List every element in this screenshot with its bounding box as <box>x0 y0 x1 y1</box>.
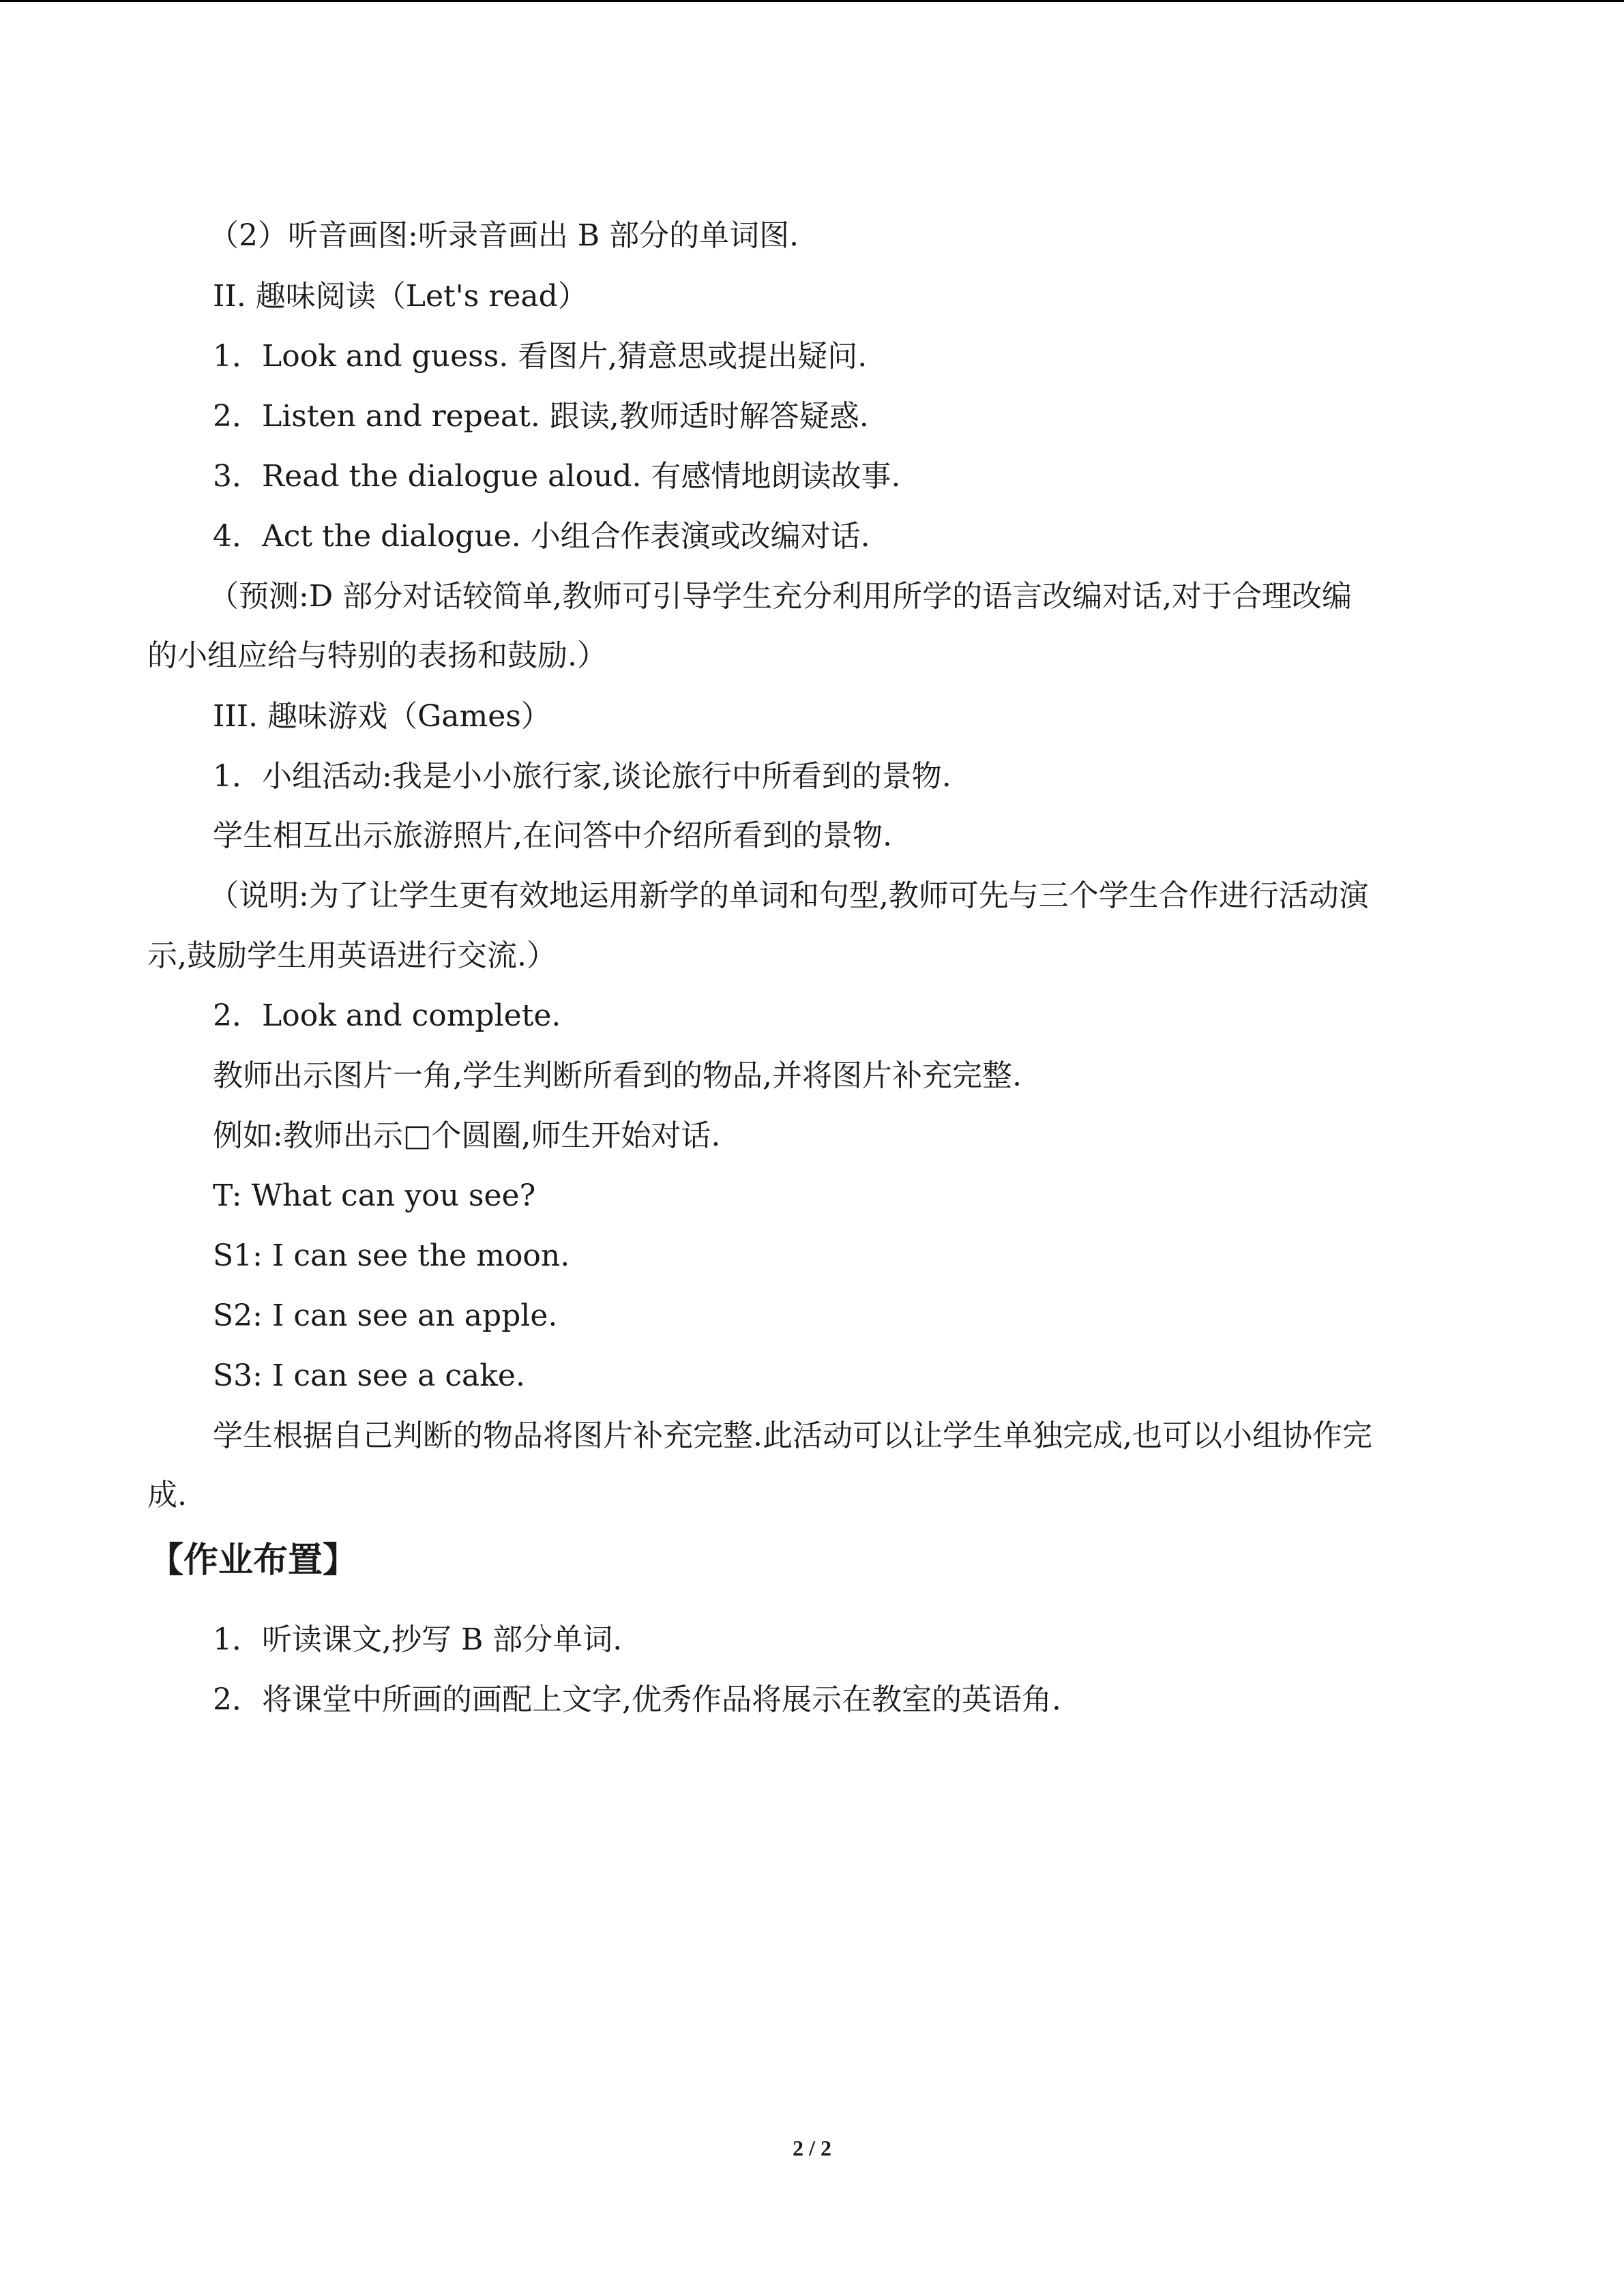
list-item <box>213 1680 1061 1720</box>
text-line <box>209 876 1369 916</box>
list-number: 3． <box>213 459 262 494</box>
text-content: II. 趣味阅读（Let's read） <box>213 279 588 314</box>
text-content: 小组活动:我是小小旅行家,谈论旅行中所看到的景物. <box>262 759 951 794</box>
homework-heading: 【作业布置】 <box>149 1540 358 1581</box>
list-item <box>213 396 869 437</box>
text-content: S3: I can see a cake. <box>213 1358 525 1393</box>
text-content: （预测:D 部分对话较简单,教师可引导学生充分利用所学的语言改编对话,对于合理改编 <box>209 579 1353 614</box>
text-content: （说明:为了让学生更有效地运用新学的单词和句型,教师可先与三个学生合作进行活动演 <box>209 878 1369 913</box>
text-content: III. 趣味游戏（Games） <box>213 699 551 734</box>
text-content: Act the dialogue. 小组合作表演或改编对话. <box>262 519 870 554</box>
list-number: 2． <box>213 998 262 1033</box>
text-line <box>209 576 1352 617</box>
text-content: 教师出示图片一角,学生判断所看到的物品,并将图片补充完整. <box>213 1058 1022 1093</box>
text-line <box>213 816 892 856</box>
dialogue-line <box>213 1296 557 1337</box>
text-content: Look and complete. <box>262 998 561 1033</box>
list-item <box>213 336 867 377</box>
text-line <box>213 1416 1372 1457</box>
text-content: S1: I can see the moon. <box>213 1238 570 1273</box>
list-number: 4． <box>213 519 262 554</box>
text-content: 听读课文,抄写 B 部分单词. <box>262 1622 623 1657</box>
text-line <box>209 215 799 256</box>
text-content: S2: I can see an apple. <box>213 1298 558 1333</box>
text-line <box>147 1475 187 1516</box>
text-line <box>213 1056 1022 1097</box>
list-number: 1． <box>213 1622 262 1657</box>
text-content: Look and guess. 看图片,猜意思或提出疑问. <box>262 339 868 374</box>
text-content: 例如:教师出示□个圆圈,师生开始对话. <box>213 1118 721 1153</box>
text-content: （2）听音画图:听录音画出 B 部分的单词图. <box>209 218 799 253</box>
text-content: T: What can you see? <box>213 1178 536 1213</box>
text-line <box>147 936 557 976</box>
list-item <box>213 756 951 797</box>
text-content: 示,鼓励学生用英语进行交流.） <box>147 938 557 973</box>
list-item <box>213 516 870 557</box>
dialogue-line <box>213 1176 535 1217</box>
list-number: 2． <box>213 1682 262 1717</box>
text-content: 将课堂中所画的画配上文字,优秀作品将展示在教室的英语角. <box>262 1682 1061 1717</box>
section-heading-reading <box>213 276 588 317</box>
text-line <box>147 636 607 676</box>
list-item <box>213 456 900 497</box>
page-number: 2 / 2 <box>793 2136 831 2160</box>
text-content: 学生根据自己判断的物品将图片补充完整.此活动可以让学生单独完成,也可以小组协作完 <box>213 1418 1372 1453</box>
list-item <box>213 1620 622 1660</box>
text-content: 学生相互出示旅游照片,在问答中介绍所看到的景物. <box>213 818 892 853</box>
dialogue-line <box>213 1236 570 1277</box>
text-content: Listen and repeat. 跟读,教师适时解答疑惑. <box>262 399 869 434</box>
list-number: 1． <box>213 339 262 374</box>
text-content: 的小组应给与特别的表扬和鼓励.） <box>147 638 607 673</box>
list-item <box>213 996 561 1037</box>
list-number: 1． <box>213 759 262 794</box>
list-number: 2． <box>213 399 262 434</box>
section-heading-games <box>213 696 551 737</box>
text-content: 成. <box>147 1478 187 1512</box>
dialogue-line <box>213 1356 525 1397</box>
text-content: Read the dialogue aloud. 有感情地朗读故事. <box>262 459 901 494</box>
text-line <box>213 1116 720 1157</box>
